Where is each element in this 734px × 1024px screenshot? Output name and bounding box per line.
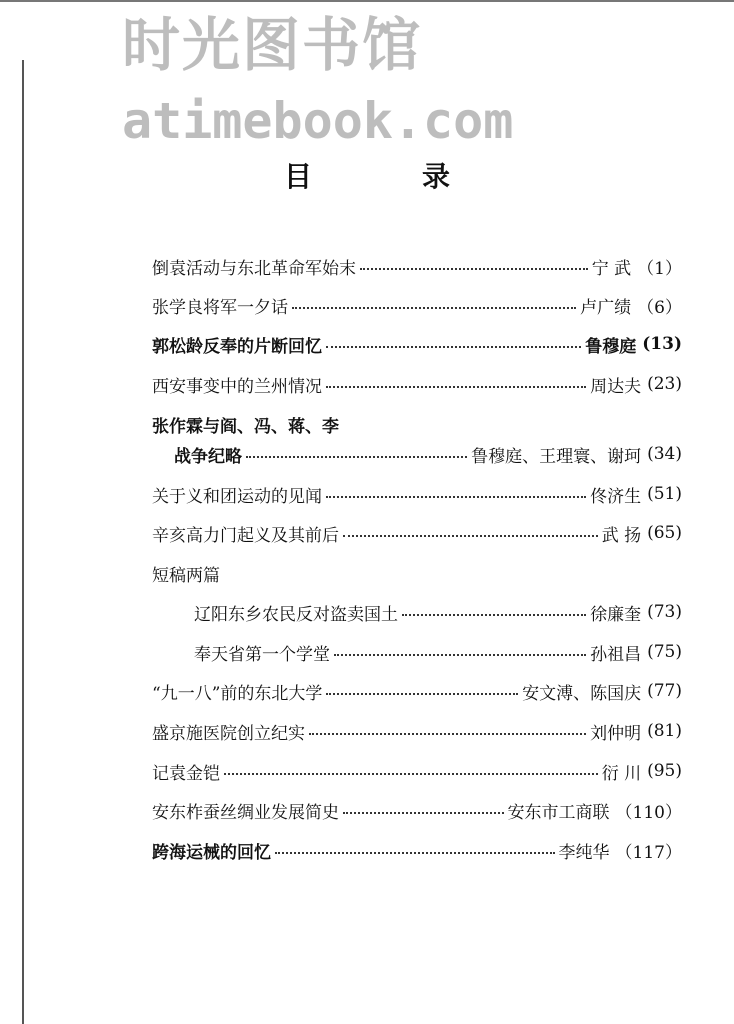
toc-entry-author: 李纯华 (558, 842, 610, 863)
watermark-url: atimebook.com (122, 92, 514, 150)
toc-entry-title: 辛亥高力门起义及其前后 (152, 525, 339, 546)
toc-entry-author: 卢广绩 (580, 297, 632, 318)
toc-entry[interactable] (194, 599, 682, 625)
toc-section-header: 张作霖与阎、冯、蒋、李 (152, 416, 339, 437)
leader-dots (224, 773, 598, 775)
toc-entry-page: (73) (647, 602, 682, 622)
toc-entry-page: （6） (637, 297, 682, 318)
toc-entry[interactable] (152, 371, 682, 397)
toc-entry-title: 安东柞蚕丝绸业发展简史 (152, 802, 339, 823)
toc-entry-author: 鲁穆庭 (585, 336, 637, 357)
toc-entry-author: 周达夫 (590, 376, 642, 397)
page-title-char-2: 录 (422, 160, 451, 193)
toc-entry-page: (13) (642, 334, 682, 354)
leader-dots (309, 733, 586, 735)
leader-dots (326, 386, 586, 388)
toc-entry-page: （110） (615, 802, 682, 823)
leader-dots (360, 268, 588, 270)
toc-entry-title: 跨海运械的回忆 (152, 842, 271, 863)
toc-entry-title: 倒袁活动与东北革命军始末 (152, 258, 356, 279)
leader-dots (275, 852, 555, 854)
toc-entry-author: 宁 武 (591, 258, 632, 279)
toc-entry-title: 辽阳东乡农民反对盗卖国土 (194, 604, 398, 625)
toc-entry[interactable] (152, 758, 682, 784)
toc-entry[interactable] (152, 481, 682, 507)
toc-entry[interactable] (152, 678, 682, 704)
toc-entry-page: (34) (647, 444, 682, 464)
toc-entry[interactable] (194, 639, 682, 665)
toc-entry-author: 佟济生 (590, 486, 642, 507)
toc-entry-page: (23) (647, 374, 682, 394)
toc-entry-title: “九一八”前的东北大学 (152, 683, 323, 704)
toc-entry-title: 奉天省第一个学堂 (194, 644, 330, 665)
toc-entry-author: 武 扬 (601, 525, 642, 546)
toc-entry-title: 战争纪略 (174, 446, 242, 467)
leader-dots (343, 812, 504, 814)
leader-dots (326, 346, 581, 348)
toc-entry-author: 孙祖昌 (590, 644, 642, 665)
toc-entry[interactable] (152, 253, 682, 279)
toc-entry-title: 郭松龄反奉的片断回忆 (152, 336, 322, 357)
watermark-title: 时光图书馆 (122, 11, 423, 79)
leader-dots (246, 456, 467, 458)
leader-dots (326, 496, 586, 498)
toc-section-header: 短稿两篇 (152, 565, 220, 586)
leader-dots (292, 307, 576, 309)
toc-entry-title: 盛京施医院创立纪实 (152, 723, 305, 744)
toc-entry-page: （1） (637, 258, 682, 279)
toc-entry-page: (81) (647, 721, 682, 741)
toc-entry[interactable] (152, 292, 682, 318)
toc-entry[interactable] (174, 441, 682, 467)
leader-dots (326, 693, 518, 695)
toc-entry-author: 安文溥、陈国庆 (522, 683, 642, 704)
toc-entry[interactable] (152, 331, 682, 357)
toc-entry-title: 关于义和团运动的见闻 (152, 486, 322, 507)
toc-entry-title: 西安事变中的兰州情况 (152, 376, 322, 397)
toc-entry-title: 记袁金铠 (152, 763, 220, 784)
toc-entry-author: 鲁穆庭、王理寰、谢珂 (471, 446, 642, 467)
toc-entry-author: 刘仲明 (590, 723, 642, 744)
leader-dots (334, 654, 586, 656)
toc-entry-page: (95) (647, 761, 682, 781)
toc-entry[interactable] (152, 718, 682, 744)
toc-entry[interactable] (152, 520, 682, 546)
toc-entry-author: 徐廉奎 (590, 604, 642, 625)
toc-entry-page: (65) (647, 523, 682, 543)
toc-entry-author: 衍 川 (601, 763, 642, 784)
toc-entry-page: （117） (615, 842, 682, 863)
toc-entry-page: (75) (647, 642, 682, 662)
toc-entry-page: (77) (647, 681, 682, 701)
toc-entry[interactable] (152, 797, 682, 823)
page-title-char-1: 目 (283, 160, 312, 193)
toc-entry-page: (51) (647, 484, 682, 504)
leader-dots (343, 535, 598, 537)
leader-dots (402, 614, 586, 616)
toc-entry-title: 张学良将军一夕话 (152, 297, 288, 318)
toc-entry-author: 安东市工商联 (507, 802, 610, 823)
toc-entry[interactable] (152, 837, 682, 863)
